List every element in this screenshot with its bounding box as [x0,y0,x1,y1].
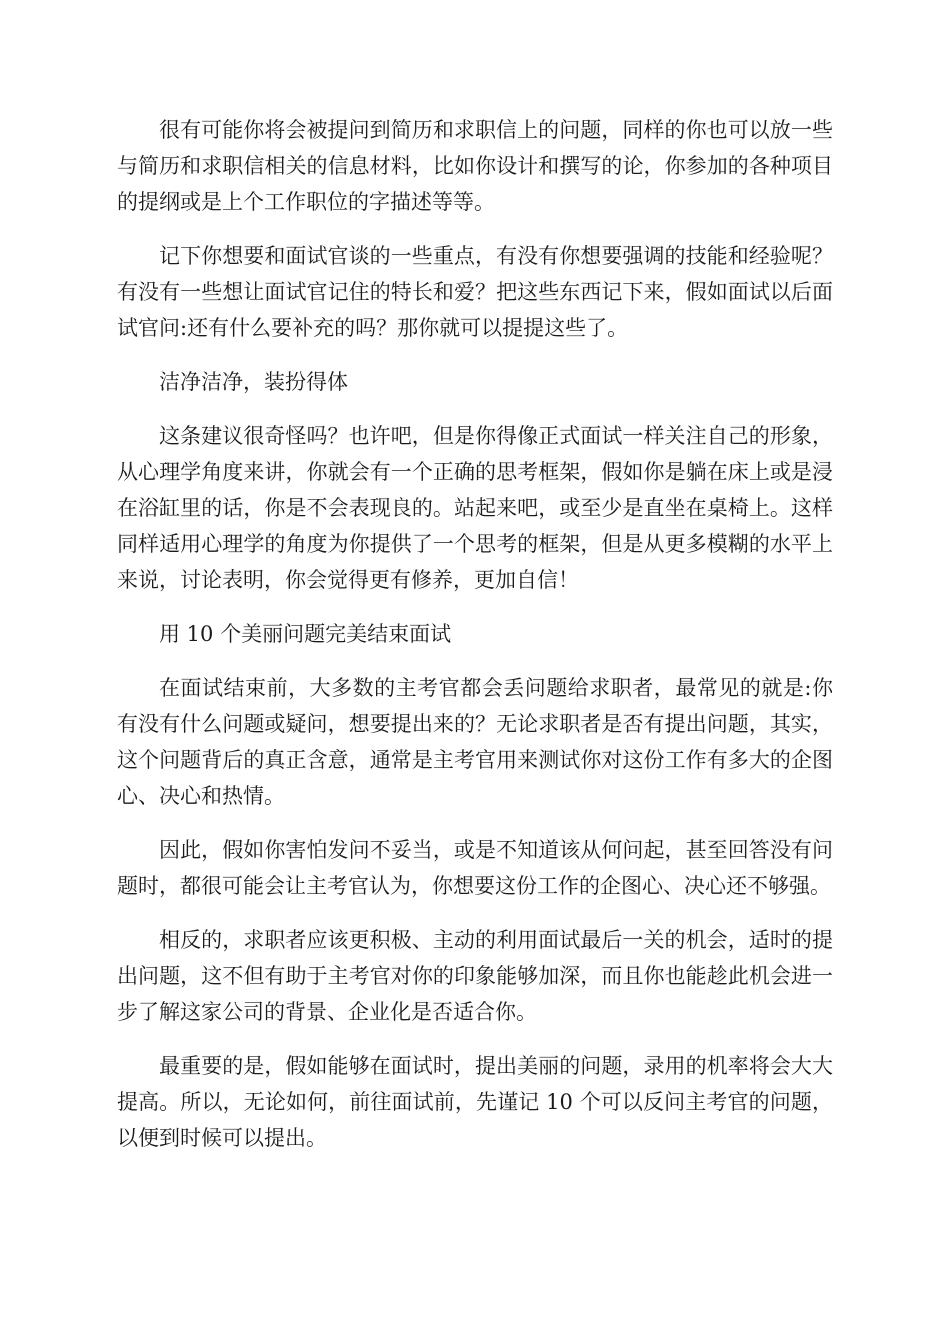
section-heading-dress: 洁净洁净，装扮得体 [159,370,348,394]
paragraph-resume-questions: 很有可能你将会被提问到简历和求职信上的问题，同样的你也可以放一些与简历和求职信相关的信息材料，比如你设计和撰写的论，你参加的各种项目的提纲或是上个工作职位的字描述等等。 [117,118,833,214]
paragraph-appearance: 这条建议很奇怪吗？也许吧，但是你得像正式面试一样关注自己的形象，从心理学角度来讲，你就会有一个正确的思考框架，假如你是躺在床上或是浸在浴缸里的话，你是不会表现良的。站起来吧，或至少是直坐在桌椅上。这样同样适用心理学的角度为你提供了一个思考的框架，但是从更多模糊的水平上来说，讨论表明，你会觉得更有修养，更加自信！ [117,424,833,592]
section-heading-ten-questions: 用 10 个美丽问题完美结束面试 [159,622,452,646]
paragraph-key-points: 记下你想要和面试官谈的一些重点，有没有你想要强调的技能和经验呢？有没有一些想让面试官记住的特长和爱？把这些东西记下来，假如面试以后面试官问:还有什么要补充的吗？那你就可以提提这些了。 [117,244,833,340]
paragraph-end-of-interview: 在面试结束前，大多数的主考官都会丢问题给求职者，最常见的就是:你有没有什么问题或疑问，想要提出来的？无论求职者是否有提出问题，其实，这个问题背后的真正含意，通常是主考官用来测试你对这份工作有多大的企图心、决心和热情。 [117,676,833,808]
document-page [117,112,833,1174]
paragraph-most-important: 最重要的是，假如能够在面试时，提出美丽的问题，录用的机率将会大大提高。所以，无论如何，前往面试前，先谨记 10 个可以反问主考官的问题，以便到时候可以提出。 [117,1054,833,1150]
paragraph-fear-of-asking: 因此，假如你害怕发问不妥当，或是不知道该从何问起，甚至回答没有问题时，都很可能会让主考官认为，你想要这份工作的企图心、决心还不够强。 [117,838,833,898]
paragraph-be-proactive: 相反的，求职者应该更积极、主动的利用面试最后一关的机会，适时的提出问题，这不但有助于主考官对你的印象能够加深，而且你也能趁此机会进一步了解这家公司的背景、企业化是否适合你。 [117,928,833,1024]
